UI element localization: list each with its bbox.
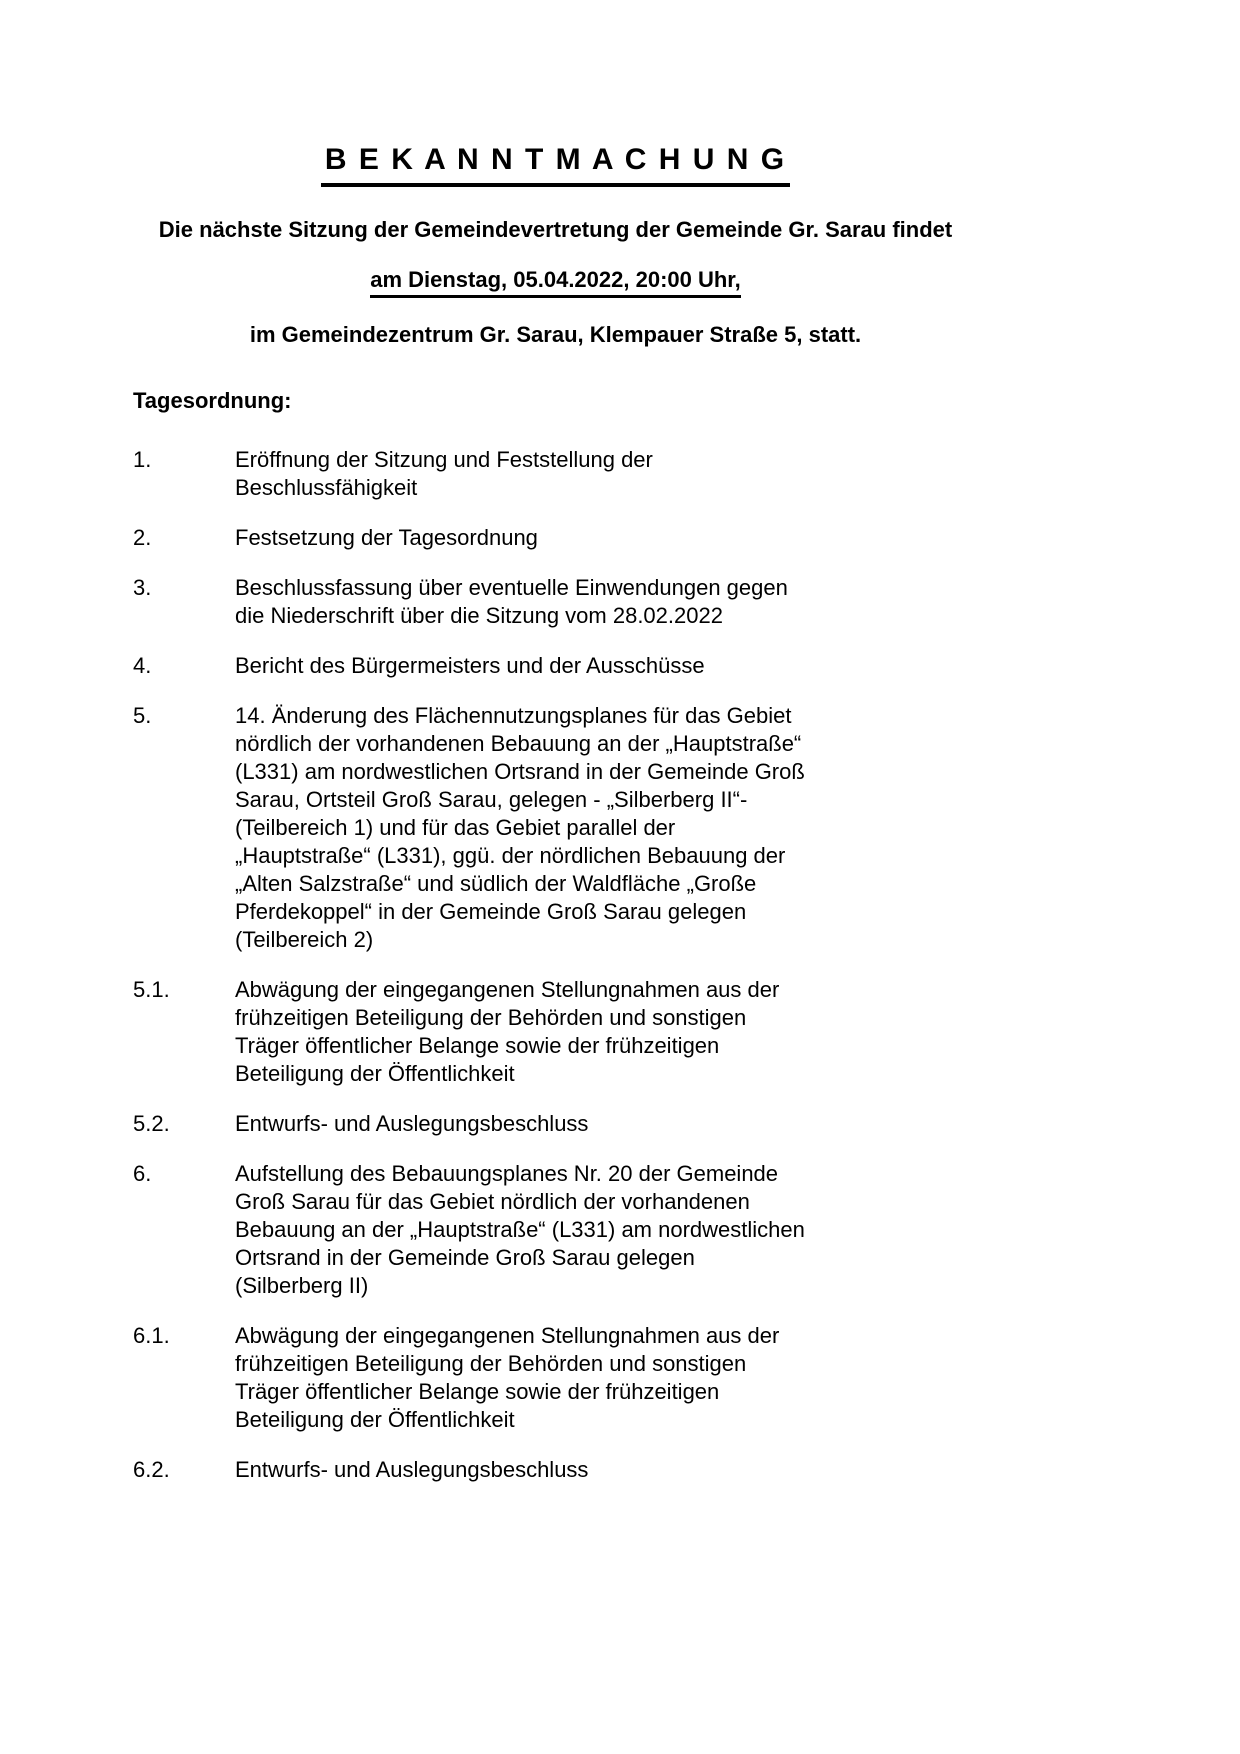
meeting-datetime: am Dienstag, 05.04.2022, 20:00 Uhr,: [370, 267, 741, 298]
agenda-item-text: [235, 1160, 805, 1300]
agenda-item-text: [235, 976, 779, 1088]
agenda-line: Eröffnung der Sitzung und Feststellung der: [235, 447, 653, 472]
agenda-line: Entwurfs- und Auslegungsbeschluss: [235, 1457, 589, 1482]
agenda-item-text: [235, 652, 705, 680]
agenda-line: Festsetzung der Tagesordnung: [235, 525, 538, 550]
agenda-item-number: 5.: [133, 703, 152, 728]
agenda-item: [133, 652, 978, 680]
agenda-list: [133, 446, 978, 1484]
agenda-line: nördlich der vorhandenen Bebauung an der „Hauptstraße“: [235, 731, 802, 756]
agenda-item-text: [235, 574, 788, 630]
agenda-line: Beschlussfähigkeit: [235, 475, 418, 500]
agenda-line: Sarau, Ortsteil Groß Sarau, gelegen - „Silberberg II“-: [235, 787, 748, 812]
agenda-item: [133, 1110, 978, 1138]
agenda-line: Träger öffentlicher Belange sowie der frühzeitigen: [235, 1033, 720, 1058]
agenda-line: Bericht des Bürgermeisters und der Ausschüsse: [235, 653, 705, 678]
agenda-line: Groß Sarau für das Gebiet nördlich der vorhandenen: [235, 1189, 750, 1214]
agenda-item: [133, 446, 978, 502]
agenda-item: [133, 976, 978, 1088]
agenda-item-text: [235, 524, 538, 552]
agenda-item-number: 1.: [133, 447, 152, 472]
intro-line-session: Die nächste Sitzung der Gemeindevertretung der Gemeinde Gr. Sarau findet: [158, 217, 953, 242]
page-title: B E K A N N T M A C H U N G: [321, 142, 790, 187]
agenda-line: Abwägung der eingegangenen Stellungnahmen aus der: [235, 1323, 780, 1348]
agenda-line: Beteiligung der Öffentlichkeit: [235, 1407, 515, 1432]
intro-line-datetime-wrap: [133, 267, 978, 298]
agenda-line: Ortsrand in der Gemeinde Groß Sarau gelegen: [235, 1245, 695, 1270]
agenda-line: (L331) am nordwestlichen Ortsrand in der Gemeinde Groß: [235, 759, 805, 784]
agenda-line: (Teilbereich 1) und für das Gebiet parallel der: [235, 815, 676, 840]
agenda-item: [133, 1456, 978, 1484]
document-content: [133, 142, 978, 1484]
agenda-item-text: [235, 702, 805, 954]
agenda-item-number: 2.: [133, 525, 152, 550]
agenda-item-number: 5.2.: [133, 1111, 170, 1136]
agenda-line: Beteiligung der Öffentlichkeit: [235, 1061, 515, 1086]
agenda-line: Abwägung der eingegangenen Stellungnahmen aus der: [235, 977, 780, 1002]
agenda-line: „Alten Salzstraße“ und südlich der Waldfläche „Große: [235, 871, 757, 896]
agenda-line: frühzeitigen Beteiligung der Behörden und sonstigen: [235, 1005, 747, 1030]
agenda-line: die Niederschrift über die Sitzung vom 28.02.2022: [235, 603, 723, 628]
agenda-item-number: 3.: [133, 575, 152, 600]
agenda-item-text: [235, 1456, 588, 1484]
agenda-line: Pferdekoppel“ in der Gemeinde Groß Sarau gelegen: [235, 899, 747, 924]
agenda-item: [133, 1322, 978, 1434]
agenda-item-number: 6.2.: [133, 1457, 170, 1482]
agenda-item-number: 6.: [133, 1161, 152, 1186]
agenda-line: „Hauptstraße“ (L331), ggü. der nördlichen Bebauung der: [235, 843, 786, 868]
agenda-line: Bebauung an der „Hauptstraße“ (L331) am nordwestlichen: [235, 1217, 805, 1242]
agenda-item-text: [235, 1322, 779, 1434]
agenda-line: (Teilbereich 2): [235, 927, 374, 952]
agenda-item: [133, 574, 978, 630]
agenda-item: [133, 702, 978, 954]
agenda-line: Träger öffentlicher Belange sowie der frühzeitigen: [235, 1379, 720, 1404]
agenda-item-text: [235, 446, 653, 502]
agenda-item: [133, 524, 978, 552]
agenda-item-text: [235, 1110, 588, 1138]
agenda-line: Beschlussfassung über eventuelle Einwendungen gegen: [235, 575, 788, 600]
agenda-line: (Silberberg II): [235, 1273, 369, 1298]
agenda-heading: Tagesordnung:: [133, 388, 292, 413]
agenda-item-number: 5.1.: [133, 977, 170, 1002]
agenda-line: 14. Änderung des Flächennutzungsplanes für das Gebiet: [235, 703, 792, 728]
agenda-item-number: 4.: [133, 653, 152, 678]
agenda-line: frühzeitigen Beteiligung der Behörden und sonstigen: [235, 1351, 747, 1376]
title-wrap: [133, 142, 978, 187]
agenda-item-number: 6.1.: [133, 1323, 170, 1348]
intro-line-location: im Gemeindezentrum Gr. Sarau, Klempauer Straße 5, statt.: [249, 322, 862, 347]
agenda-line: Aufstellung des Bebauungsplanes Nr. 20 der Gemeinde: [235, 1161, 779, 1186]
agenda-item: [133, 1160, 978, 1300]
agenda-line: Entwurfs- und Auslegungsbeschluss: [235, 1111, 589, 1136]
